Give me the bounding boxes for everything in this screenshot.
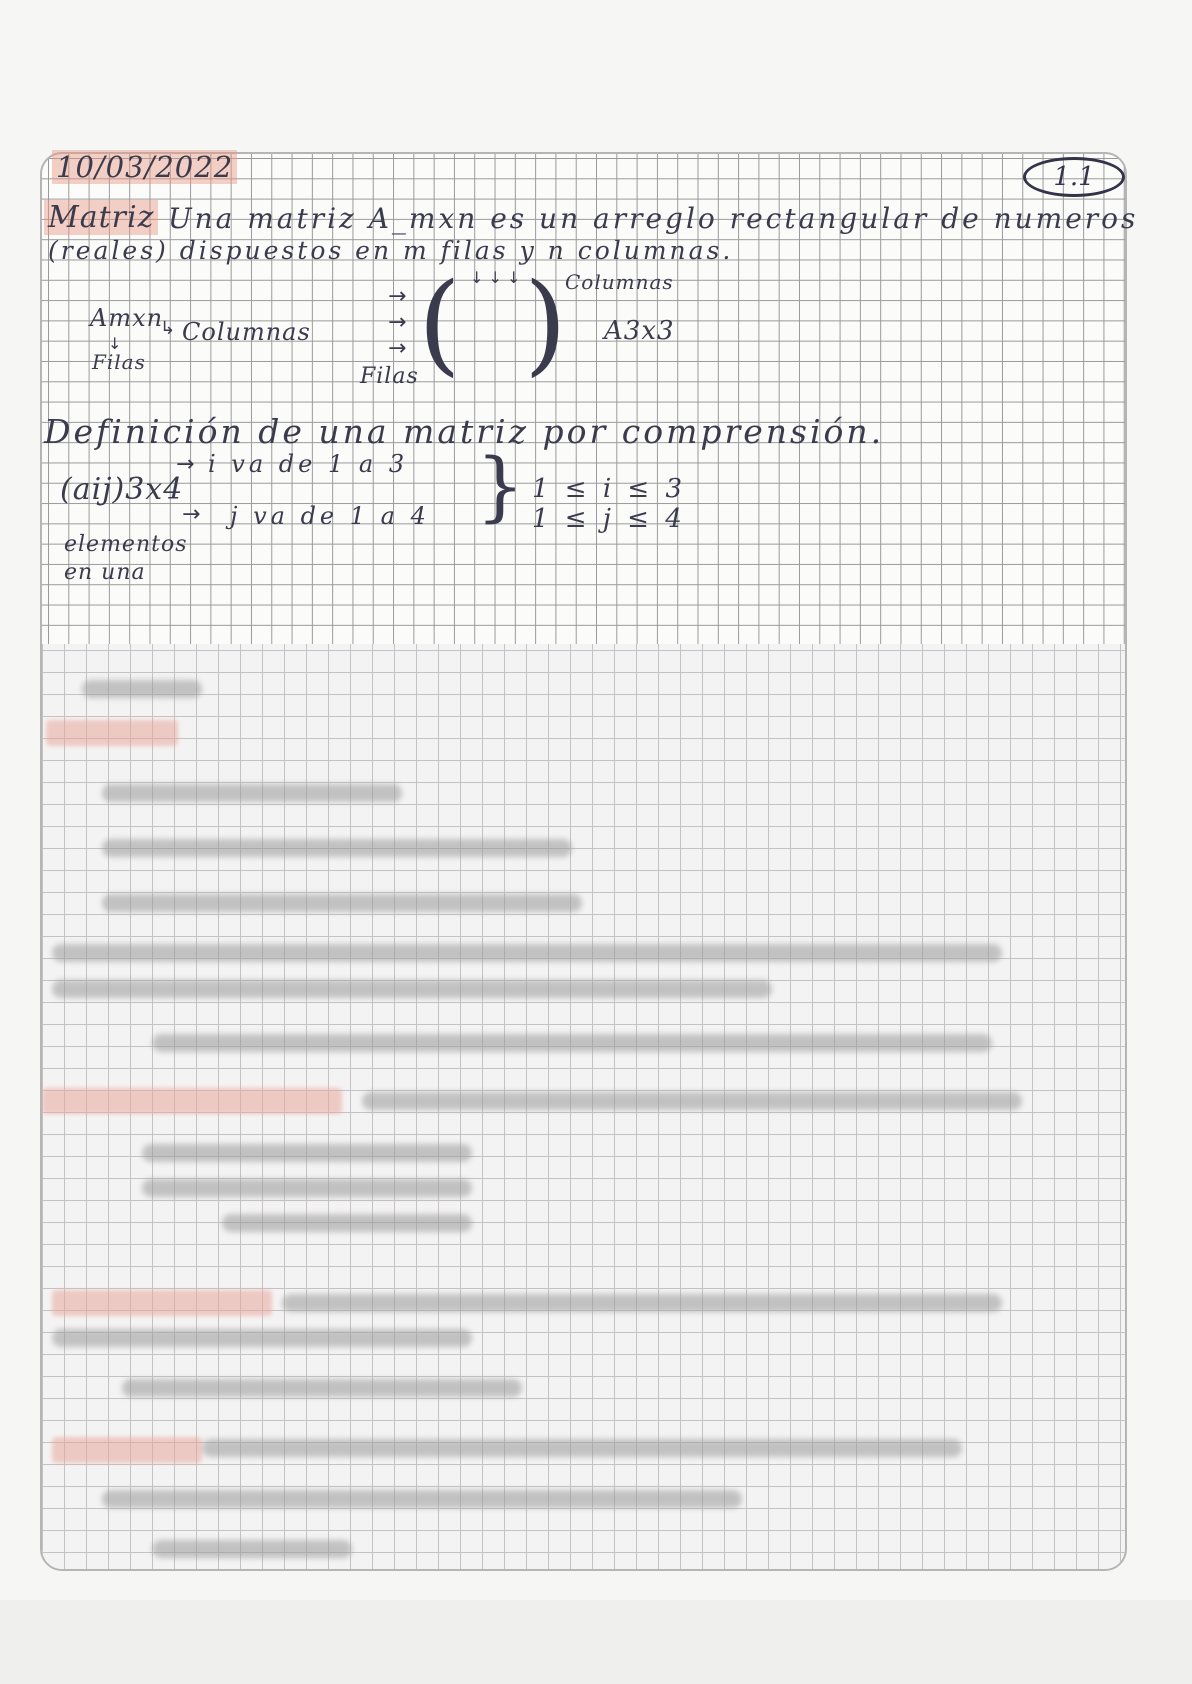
blurred-text	[102, 894, 582, 912]
down-arrow-icon: ↓	[108, 334, 122, 353]
blurred-text	[102, 784, 402, 802]
blurred-text	[222, 1214, 472, 1232]
page-number: 1.1	[1053, 162, 1095, 192]
definition-term: Matriz	[44, 200, 158, 235]
elementos-label: elementos	[64, 532, 188, 557]
amxn-label: Amxn	[90, 304, 164, 332]
aij-notation: (aij)3x4	[60, 472, 184, 507]
corner-arrow-icon: ↳	[160, 318, 176, 339]
i-inequality: 1 ≤ i ≤ 3	[532, 474, 687, 504]
blurred-text	[122, 1379, 522, 1397]
columnas-annotation: Columnas	[565, 270, 674, 294]
row-arrow-icon: →	[388, 284, 407, 309]
scan-bottom-margin	[0, 1600, 1192, 1684]
blurred-highlight	[46, 720, 178, 746]
down-arrows-icon: ↓ ↓ ↓	[470, 268, 521, 287]
j-range: j va de 1 a 4	[230, 502, 430, 530]
blurred-text	[82, 680, 202, 698]
filas-label-2: Filas	[360, 364, 419, 389]
row-arrow-icon: →	[388, 310, 407, 335]
blurred-highlight	[42, 1088, 342, 1114]
date: 10/03/2022	[52, 150, 237, 184]
page-number-badge	[1023, 157, 1125, 197]
blurred-text	[152, 1540, 352, 1558]
blurred-content-area	[42, 644, 1125, 1569]
blurred-text	[202, 1439, 962, 1457]
right-brace: }	[476, 441, 525, 530]
blurred-text	[282, 1294, 1002, 1312]
blurred-text	[142, 1179, 472, 1197]
blurred-text	[52, 1329, 472, 1347]
i-range: i va de 1 a 3	[208, 450, 409, 478]
left-paren: (	[418, 259, 461, 387]
blurred-text	[152, 1034, 992, 1052]
j-inequality: 1 ≤ j ≤ 4	[532, 504, 686, 534]
filas-label: Filas	[92, 350, 146, 374]
a3x3-label: A3x3	[604, 316, 675, 346]
blurred-highlight	[52, 1437, 202, 1463]
blurred-text	[102, 839, 572, 857]
notebook-page	[40, 152, 1127, 1571]
columnas-label: Columnas	[182, 318, 311, 346]
comprehension-heading: Definición de una matriz por comprensión.	[44, 412, 885, 451]
definition-line-2: (reales) dispuestos en m filas y n columnas.	[48, 236, 734, 265]
row-arrow-icon: →	[388, 336, 407, 361]
en-una-label: en una	[64, 560, 146, 585]
arrow-icon: →	[182, 502, 201, 527]
definition-line-1: Una matriz A_mxn es un arreglo rectangular de numeros	[168, 202, 1139, 235]
blurred-text	[52, 944, 1002, 962]
blurred-text	[142, 1144, 472, 1162]
blurred-text	[362, 1092, 1022, 1110]
blurred-highlight	[52, 1290, 272, 1316]
right-paren: )	[524, 259, 567, 387]
arrow-icon: →	[176, 452, 195, 477]
blurred-text	[102, 1490, 742, 1508]
blurred-text	[52, 980, 772, 998]
